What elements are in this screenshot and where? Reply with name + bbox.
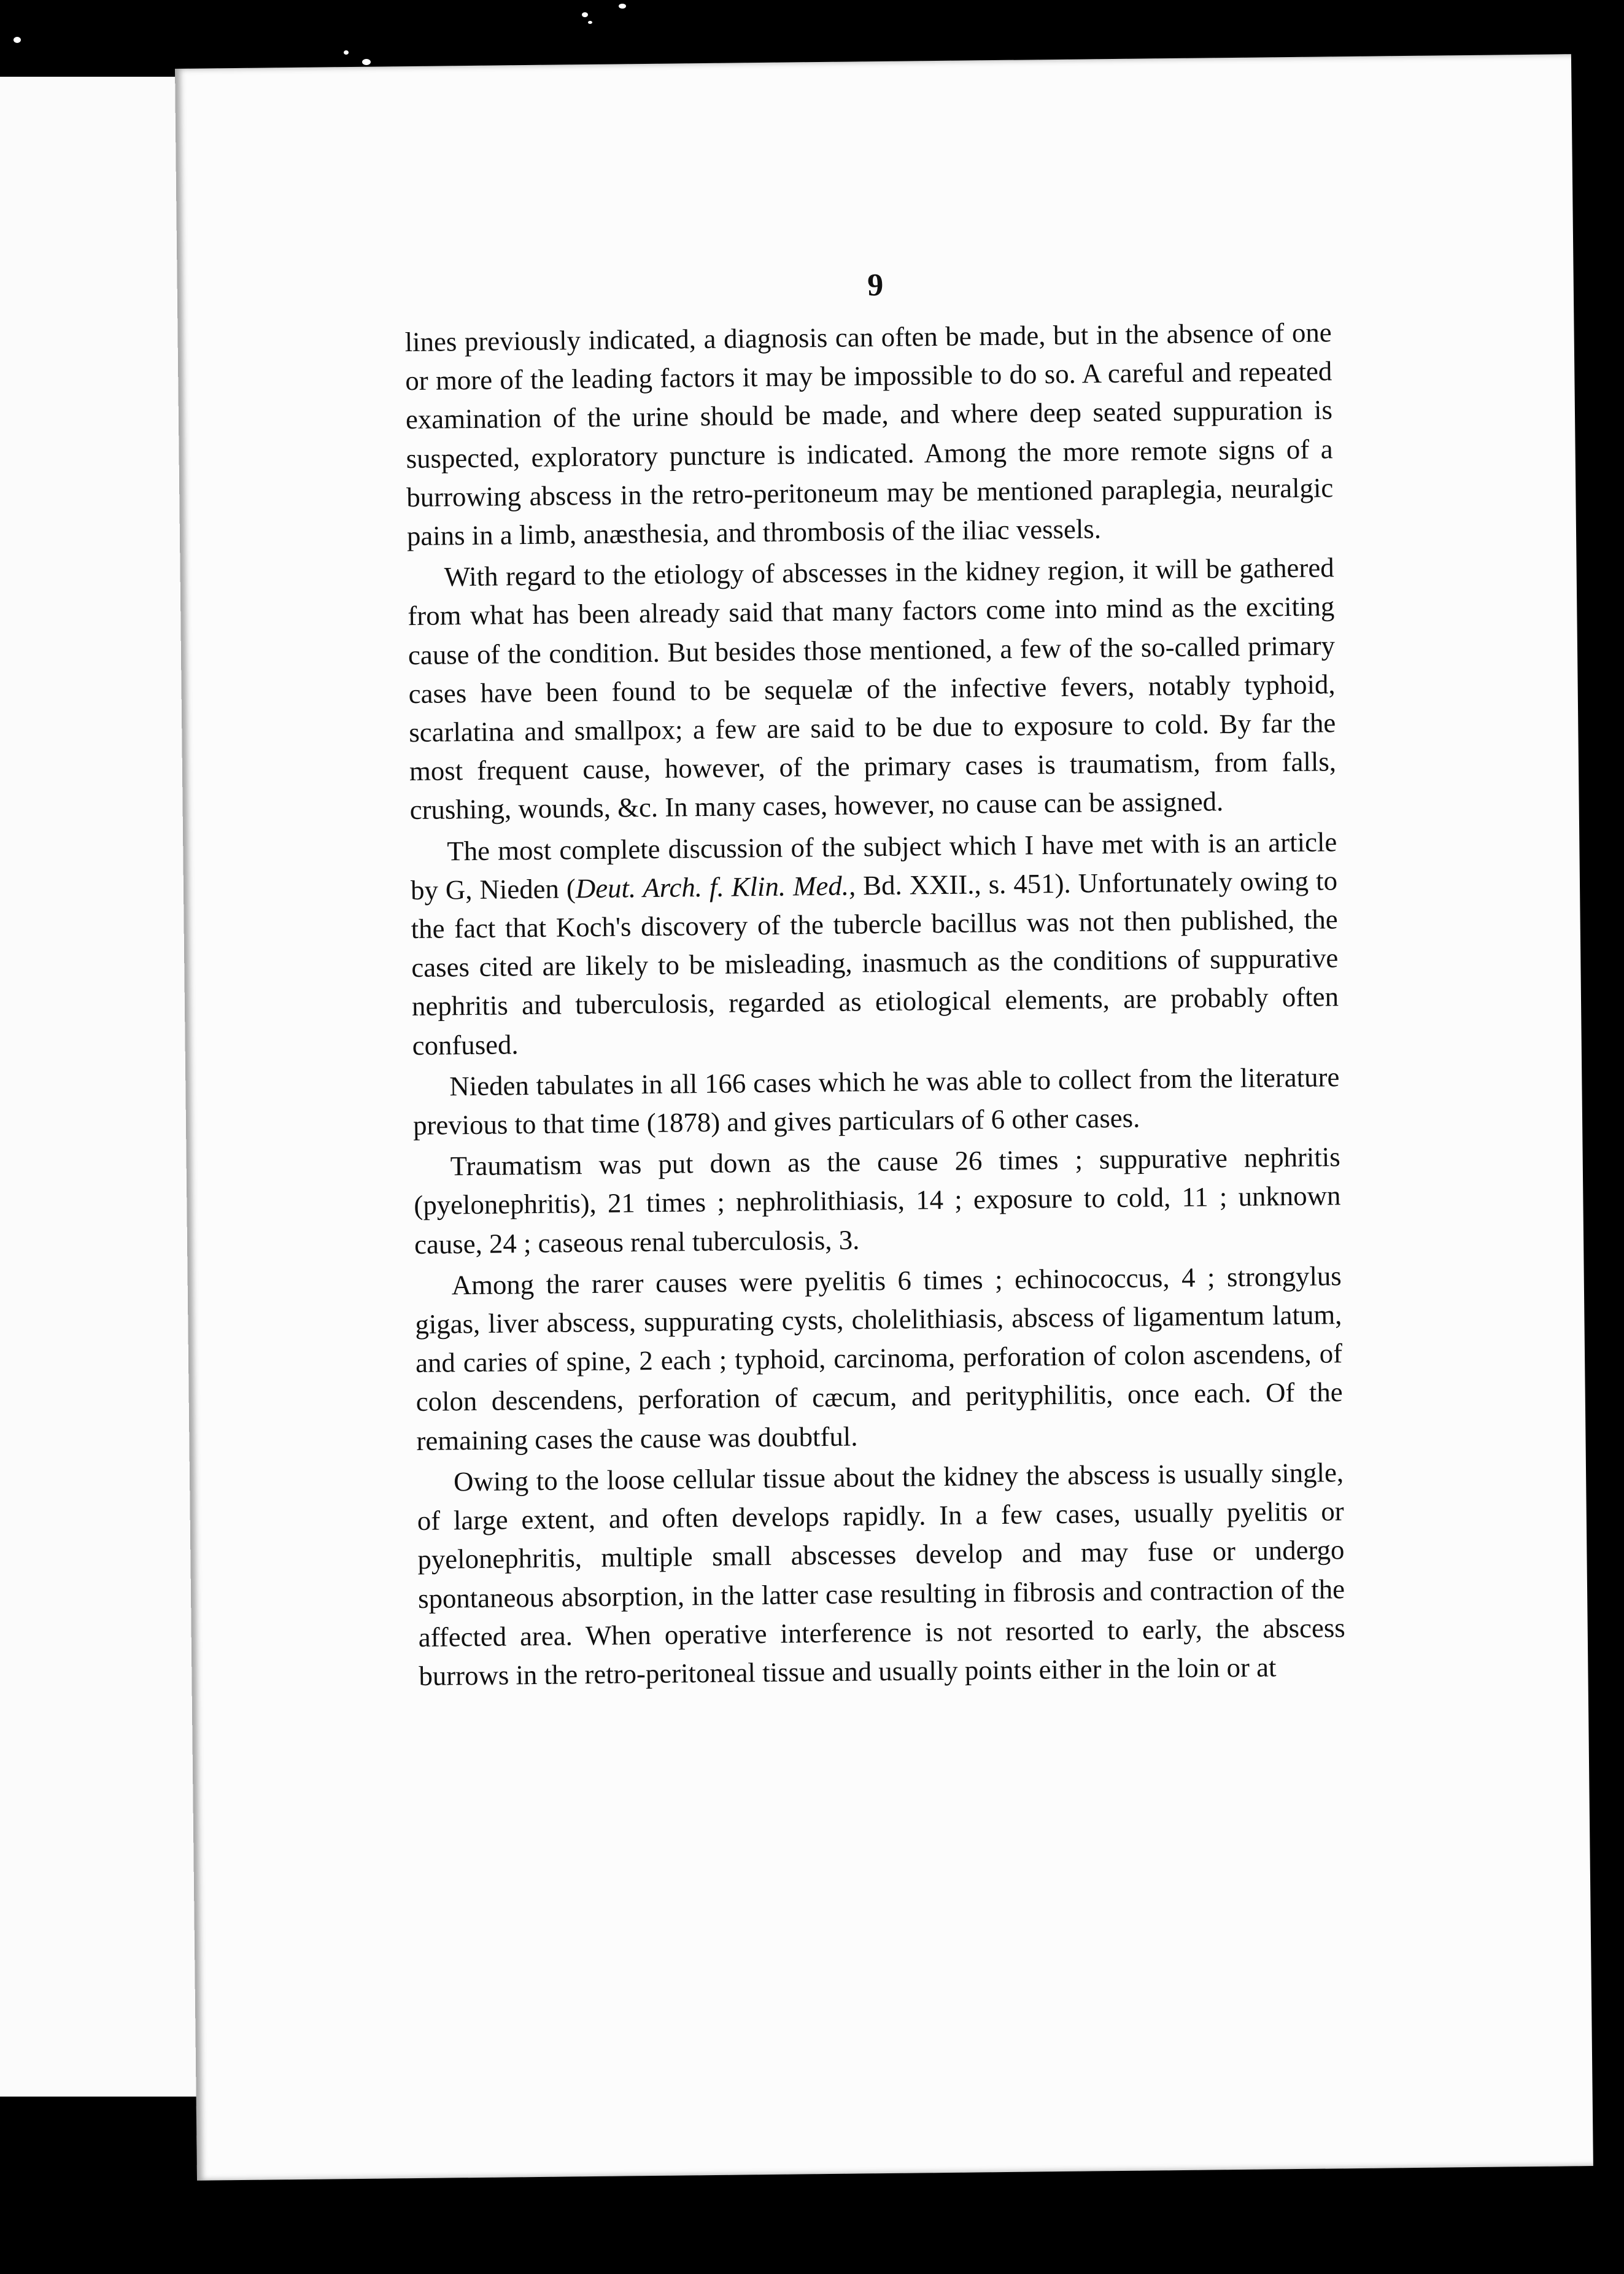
paragraph-4: Nieden tabulates in all 166 cases which he was able to collect from the literature previous to that time (1878) and gives particulars of 6 other cases. [412,1061,1340,1141]
paragraph-1: lines previously indicated, a diagnosis can often be made, but in the absence of one or more of the leading factors it may be impossible to do so. A careful and repeated examination of the urine should be made, and where deep seated suppuration is suspected, exploratory puncture is indicated. Among the more remote signs of a burrowing abscess in the retro-peritoneum may be mentioned paraplegia, neuralgic pains in a limb, anæsthesia, and thrombosis of the iliac vessels. [404,317,1334,552]
book-page [175,54,1593,2181]
journal-citation: Deut. Arch. f. Klin. Med., [575,870,856,904]
paragraph-3 [410,823,1339,1065]
paragraph-3-text: The most complete discussion of the subject which I have met with is an article by G, Nieden ( [410,826,1337,906]
page-number: 9 [867,267,884,303]
paragraph-3-text-end: Bd. XXII., s. 451). Unfortunately owing to the fact that Koch's discovery of the tubercle bacillus was not then published, the cases cited are likely to be misleading, inasmuch as the conditions of suppurative nephritis and tuberculosis, regarded as etiological elements, are probably often confused. [411,865,1339,1061]
facing-page [0,77,206,2097]
body-text [404,313,1345,1696]
paragraph-5: Traumatism was put down as the cause 26 times ; suppurative nephritis (pyelonephritis), 21 times ; nephrolithiasis, 14 ; exposure to cold, 11 ; unknown cause, 24 ; caseous renal tuberculosis, 3. [414,1141,1341,1260]
paragraph-2: With regard to the etiology of abscesses in the kidney region, it will be gathered from what has been already said that many factors come into mind as the exciting cause of the condition. But besides those mentioned, a few of the so-called primary cases have been found to be sequelæ of the infective fevers, notably typhoid, scarlatina and smallpox; a few are said to be due to exposure to cold. By far the most frequent cause, however, of the primary cases is traumatism, from falls, crushing, wounds, &c. In many cases, however, no cause can be assigned. [408,552,1337,826]
paragraph-6: Among the rarer causes were pyelitis 6 times ; echinococcus, 4 ; strongylus gigas, liver abscess, suppurating cysts, cholelithiasis, abscess of ligamentum latum, and caries of spine, 2 each ; typhoid, carcinoma, perforation of colon ascendens, of colon descendens, perforation of cæcum, and perityphilitis, once each. Of the remaining cases the cause was doubtful. [415,1260,1343,1456]
paragraph-7: Owing to the loose cellular tissue about the kidney the abscess is usually single, of large extent, and often develops rapidly. In a few cases, usually pyelitis or pyelonephritis, multiple small abscesses develop and may fuse or undergo spontaneous absorption, in the latter case resulting in fibrosis and contraction of the affected area. When operative interference is not resorted to early, the abscess burrows in the retro-peritoneal tissue and usually points either in the loin or at [417,1457,1345,1691]
